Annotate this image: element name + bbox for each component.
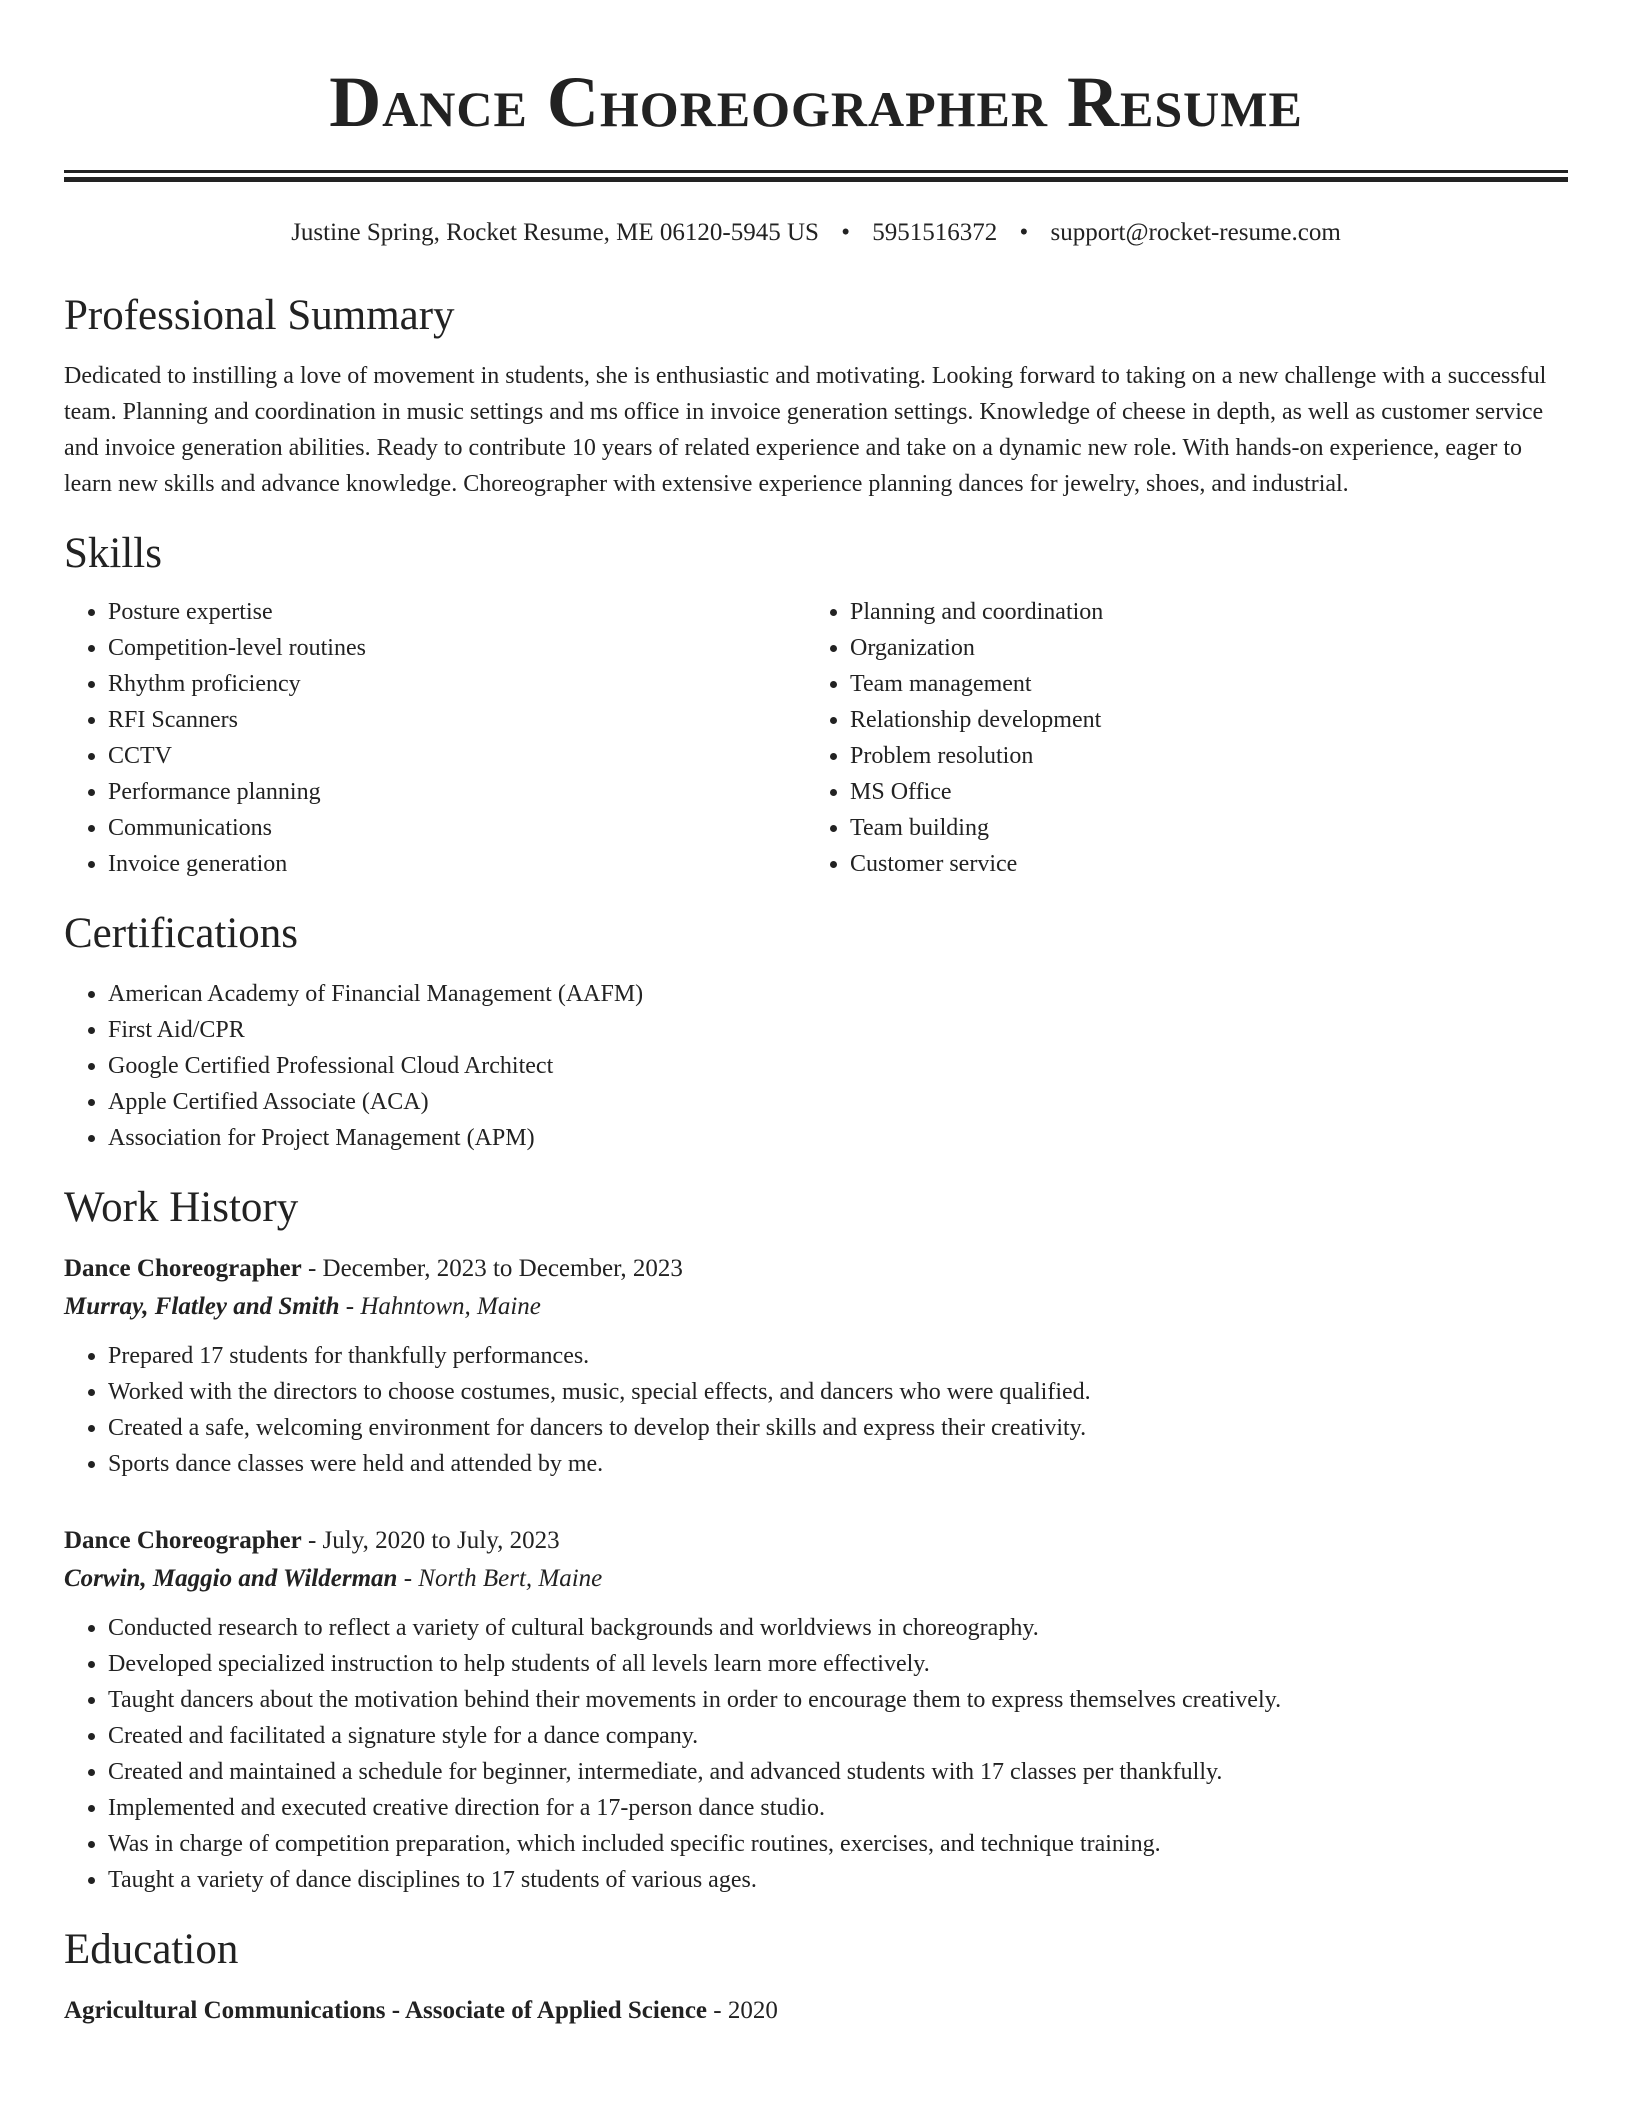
education-dash: - bbox=[713, 1997, 728, 2024]
contact-email: support@rocket-resume.com bbox=[1050, 219, 1341, 246]
job-company: Corwin, Maggio and Wilderman bbox=[64, 1565, 398, 1592]
section-heading-education: Education bbox=[64, 1926, 239, 1973]
job-bullet: • Worked with the directors to choose costumes, music, special effects, and dancers who were qualified. bbox=[108, 1374, 1568, 1410]
skills-list-left bbox=[64, 594, 806, 882]
job-dash: - bbox=[345, 1293, 361, 1320]
contact-address: Justine Spring, Rocket Resume, ME 06120-5945 US bbox=[291, 219, 819, 246]
education-year: 2020 bbox=[727, 1997, 778, 2024]
job-bullets bbox=[64, 1610, 1568, 1898]
job-dates: July, 2020 to July, 2023 bbox=[322, 1527, 560, 1554]
skill-item: • Team building bbox=[850, 810, 1548, 846]
section-heading-work-history: Work History bbox=[64, 1184, 299, 1231]
job-entry bbox=[64, 1250, 1568, 1482]
skill-item: • Posture expertise bbox=[108, 594, 806, 630]
skill-item: • Team management bbox=[850, 666, 1548, 702]
skill-item: • Invoice generation bbox=[108, 846, 806, 882]
title-divider bbox=[64, 170, 1568, 182]
skill-item: • Performance planning bbox=[108, 774, 806, 810]
skills-column-right bbox=[806, 594, 1548, 882]
job-dates: December, 2023 to December, 2023 bbox=[322, 1255, 683, 1282]
job-bullet: • Taught dancers about the motivation behind their movements in order to encourage them to express themselves creatively. bbox=[108, 1682, 1568, 1718]
job-bullet: • Created a safe, welcoming environment for dancers to develop their skills and express their creativity. bbox=[108, 1410, 1568, 1446]
summary-paragraph: Dedicated to instilling a love of movement in students, she is enthusiastic and motivating. Looking forward to taking on a new challenge with a successful team. Planning and coordination in music settings and ms office in invoice generation settings. Knowledge of cheese in depth, as well as customer service and invoice generation abilities. Ready to contribute 10 years of related experience and take on a dynamic new role. With hands-on experience, eager to learn new skills and advance knowledge. Choreographer with extensive experience planning dances for jewelry, shoes, and industrial. bbox=[64, 363, 1547, 497]
skill-item: • Relationship development bbox=[850, 702, 1548, 738]
skill-item: • RFI Scanners bbox=[108, 702, 806, 738]
certification-item: • Google Certified Professional Cloud Architect bbox=[108, 1048, 1568, 1084]
job-entry bbox=[64, 1522, 1568, 1898]
skill-item: • MS Office bbox=[850, 774, 1548, 810]
job-location: Hahntown, Maine bbox=[360, 1293, 541, 1320]
skills-column-left bbox=[64, 594, 806, 882]
job-bullet: • Developed specialized instruction to help students of all levels learn more effectively. bbox=[108, 1646, 1568, 1682]
certification-item: • First Aid/CPR bbox=[108, 1012, 1568, 1048]
certification-item: • Association for Project Management (APM) bbox=[108, 1120, 1568, 1156]
skill-item: • Organization bbox=[850, 630, 1548, 666]
section-heading-certifications: Certifications bbox=[64, 910, 299, 957]
job-bullet: • Created and facilitated a signature style for a dance company. bbox=[108, 1718, 1568, 1754]
job-role: Dance Choreographer bbox=[64, 1255, 302, 1282]
job-dash: - bbox=[307, 1255, 323, 1282]
certification-item: • Apple Certified Associate (ACA) bbox=[108, 1084, 1568, 1120]
certifications-list bbox=[64, 976, 1568, 1156]
job-company: Murray, Flatley and Smith bbox=[64, 1293, 340, 1320]
skills-grid bbox=[64, 594, 1568, 882]
contact-line bbox=[64, 216, 1568, 250]
job-title-line bbox=[64, 1522, 1568, 1560]
job-bullet: • Sports dance classes were held and attended by me. bbox=[108, 1446, 1568, 1482]
skill-item: • Communications bbox=[108, 810, 806, 846]
job-bullet: • Was in charge of competition preparation, which included specific routines, exercises, and technique training. bbox=[108, 1826, 1568, 1862]
certification-item: • American Academy of Financial Management (AAFM) bbox=[108, 976, 1568, 1012]
job-bullet: • Taught a variety of dance disciplines to 17 students of various ages. bbox=[108, 1862, 1568, 1898]
skill-item: • Customer service bbox=[850, 846, 1548, 882]
job-dash: - bbox=[307, 1527, 323, 1554]
job-dash: - bbox=[403, 1565, 419, 1592]
job-company-line bbox=[64, 1560, 1568, 1598]
job-company-line bbox=[64, 1288, 1568, 1326]
skills-list-right bbox=[806, 594, 1548, 882]
job-bullets bbox=[64, 1338, 1568, 1482]
skill-item: • Planning and coordination bbox=[850, 594, 1548, 630]
page-title: Dance Choreographer Resume bbox=[329, 62, 1303, 142]
skill-item: • Problem resolution bbox=[850, 738, 1548, 774]
job-bullet: • Conducted research to reflect a variety of cultural backgrounds and worldviews in choreography. bbox=[108, 1610, 1568, 1646]
job-title-line bbox=[64, 1250, 1568, 1288]
job-bullet: • Created and maintained a schedule for beginner, intermediate, and advanced students with 17 classes per thankfully. bbox=[108, 1754, 1568, 1790]
skill-item: • CCTV bbox=[108, 738, 806, 774]
education-entry bbox=[64, 1992, 1568, 2030]
job-location: North Bert, Maine bbox=[418, 1565, 603, 1592]
education-degree: Agricultural Communications - Associate of Applied Science bbox=[64, 1997, 708, 2024]
section-heading-skills: Skills bbox=[64, 530, 162, 577]
contact-phone: 5951516372 bbox=[872, 219, 998, 246]
skill-item: • Competition-level routines bbox=[108, 630, 806, 666]
contact-separator: • bbox=[1019, 219, 1029, 246]
job-role: Dance Choreographer bbox=[64, 1527, 302, 1554]
section-heading-summary: Professional Summary bbox=[64, 292, 455, 339]
job-bullet: • Prepared 17 students for thankfully performances. bbox=[108, 1338, 1568, 1374]
contact-separator: • bbox=[841, 219, 850, 246]
skill-item: • Rhythm proficiency bbox=[108, 666, 806, 702]
job-bullet: • Implemented and executed creative direction for a 17-person dance studio. bbox=[108, 1790, 1568, 1826]
